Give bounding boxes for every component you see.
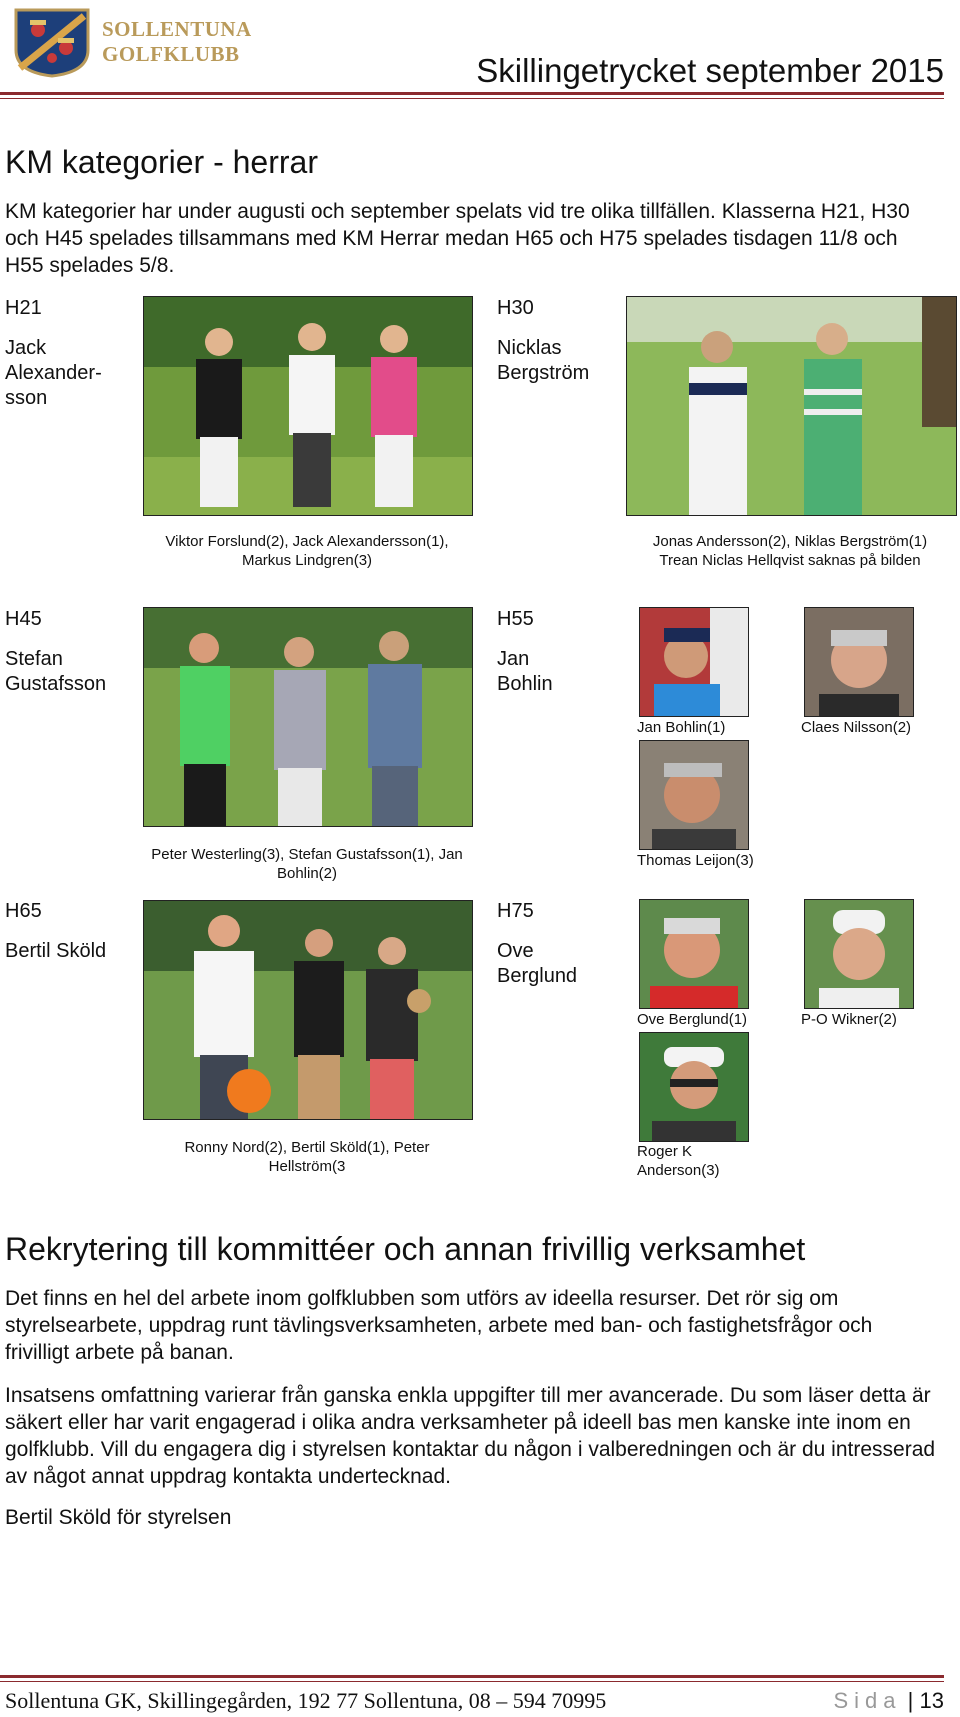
recruit-paragraph-2: Insatsens omfattning varierar från ganska enkla uppgifter till mer avancerade. Du som läser detta är säkert eller har varit engagerad i olika andra verksamheter på ideell bas men kanske inte inom en golfklubb. Vill du engagera dig i styrelsen kontaktar du någon i valberedningen och är du intresserad av något annat uppdrag kontakta undertecknad. [5, 1384, 936, 1488]
club-crest-icon [12, 6, 92, 78]
photo-h75-second [804, 899, 914, 1009]
header-rule-thin [0, 98, 944, 99]
km-intro: KM kategorier har under augusti och september spelats vid tre olika tillfällen. Klasserna H21, H30 och H45 spelades tillsammans med KM Herrar medan H65 och H75 spelades tisdagen 11/8 och H55 spelades 5/8. [5, 200, 910, 277]
caption-h75-third: Roger K Anderson(3) [637, 1143, 720, 1179]
category-h65: H65 [5, 900, 42, 922]
header-rule [0, 92, 944, 95]
caption-h21: Viktor Forslund(2), Jack Alexandersson(1), Markus Lindgren(3) [165, 533, 449, 569]
km-heading: KM kategorier - herrar [5, 144, 318, 180]
footer-page [834, 1688, 945, 1714]
photo-h55-first [639, 607, 749, 717]
recruit-signature: Bertil Sköld för styrelsen [5, 1506, 232, 1529]
footer-rule-thin [0, 1681, 944, 1682]
winner-h75: Ove Berglund [497, 940, 578, 987]
photo-h75-first [639, 899, 749, 1009]
category-h30: H30 [497, 297, 534, 319]
photo-h55-second [804, 607, 914, 717]
winner-h55: Jan Bohlin [497, 648, 553, 695]
caption-h75-second: P-O Wikner(2) [801, 1011, 897, 1028]
newsletter-title: Skillingetrycket september 2015 [476, 52, 944, 89]
page-number: 13 [919, 1688, 944, 1713]
caption-h30-note: Trean Niclas Hellqvist saknas på bilden [659, 552, 921, 569]
caption-h30 [620, 532, 960, 570]
recruit-paragraph-1: Det finns en hel del arbete inom golfklubben som utförs av ideella resurser. Det rör sig om styrelsearbete, uppdrag runt tävlingsverksamheten, arbete med ban- och fastighetsfrågor och frivilligt arbete på banan. [5, 1287, 873, 1364]
club-name-line2: GOLFKLUBB [102, 42, 240, 66]
category-h21: H21 [5, 297, 42, 319]
footer-address: Sollentuna GK, Skillingegården, 192 77 Sollentuna, 08 – 594 70995 [5, 1688, 607, 1713]
photo-h65 [143, 900, 473, 1120]
winner-h30: Nicklas Bergström [497, 337, 590, 384]
photo-h45 [143, 607, 473, 827]
photo-h30 [626, 296, 957, 516]
page-label: Sida [833, 1688, 902, 1713]
winner-h65: Bertil Sköld [5, 940, 107, 962]
page-separator: | [907, 1688, 914, 1713]
caption-h75-first: Ove Berglund(1) [637, 1011, 748, 1028]
photo-h75-third [639, 1032, 749, 1142]
category-h45: H45 [5, 608, 42, 630]
footer-rule [0, 1675, 944, 1678]
caption-h55-second: Claes Nilsson(2) [801, 719, 912, 736]
category-h75: H75 [497, 900, 534, 922]
category-h55: H55 [497, 608, 534, 630]
club-name-line1: SOLLENTUNA [102, 17, 252, 41]
caption-h30-names: Jonas Andersson(2), Niklas Bergström(1) [652, 533, 928, 550]
caption-h65: Ronny Nord(2), Bertil Sköld(1), Peter Hellström(3 [184, 1139, 430, 1175]
caption-h45: Peter Westerling(3), Stefan Gustafsson(1), Jan Bohlin(2) [151, 846, 463, 882]
recruit-heading: Rekrytering till kommittéer och annan frivillig verksamhet [5, 1231, 806, 1267]
photo-h21 [143, 296, 473, 516]
caption-h55-first: Jan Bohlin(1) [637, 719, 726, 736]
winner-h45: Stefan Gustafsson [5, 648, 107, 695]
photo-h55-third [639, 740, 749, 850]
winner-h21: Jack Alexandersson [5, 337, 102, 409]
caption-h55-third: Thomas Leijon(3) [637, 852, 754, 869]
